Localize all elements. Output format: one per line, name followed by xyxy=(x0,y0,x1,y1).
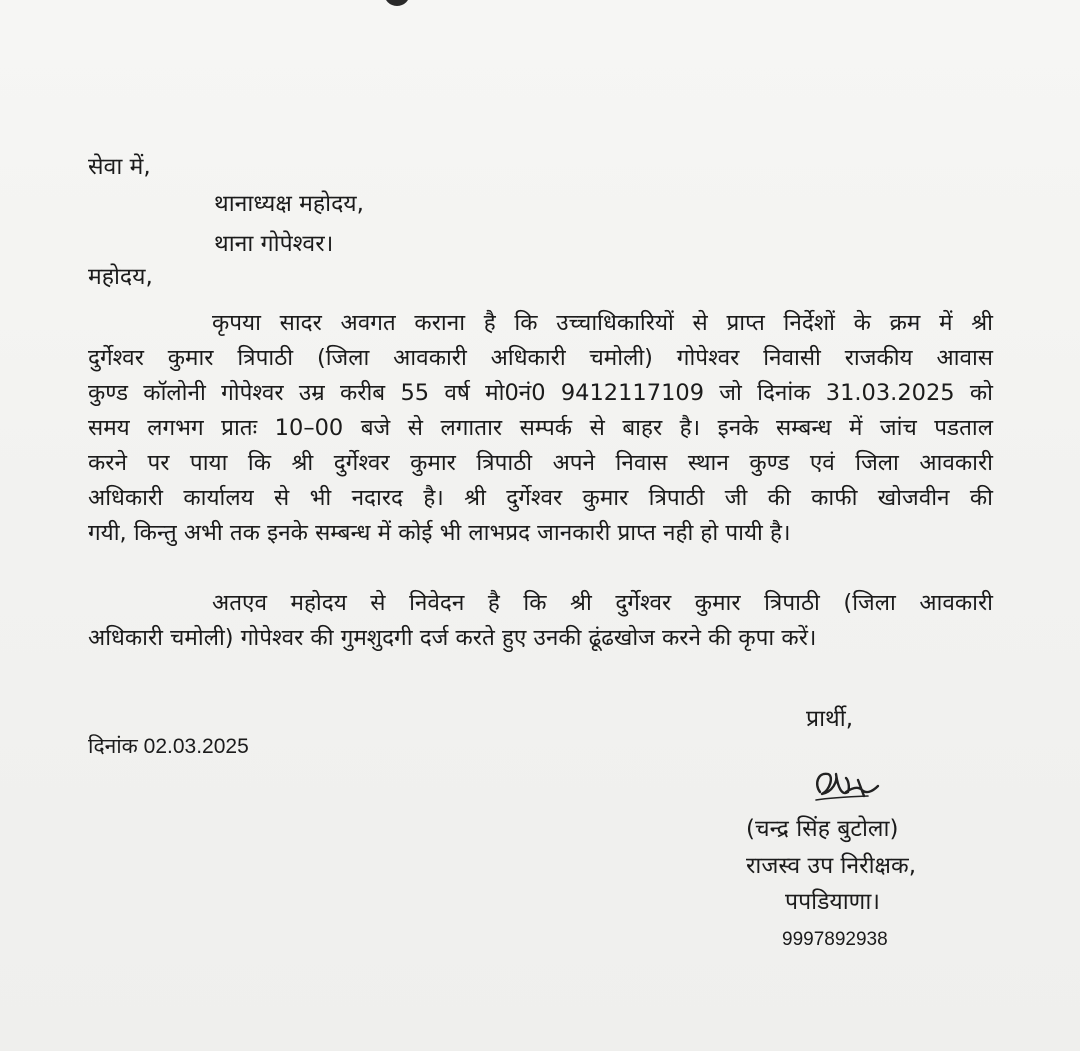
paragraph-line: कृपया सादर अवगत कराना है कि उच्चाधिकारियों से प्राप्त निर्देशों के क्रम में श्री xyxy=(212,310,993,336)
paragraph-line: गयी, किन्तु अभी तक इनके सम्बन्ध में कोई भी लाभप्रद जानकारी प्राप्त नही हो पायी है। xyxy=(88,520,791,546)
sender-name: (चन्द्र सिंह बुटोला) xyxy=(746,816,899,842)
sender-phone: 9997892938 xyxy=(782,929,888,950)
paragraph-line: दुर्गेश्वर कुमार त्रिपाठी (जिला आवकारी अधिकारी चमोली) गोपेश्वर निवासी राजकीय आवास xyxy=(88,345,993,371)
paragraph-line: अधिकारी चमोली) गोपेश्वर की गुमशुदगी दर्ज करते हुए उनकी ढूंढखोज करने की कृपा करें। xyxy=(88,625,817,651)
greeting: महोदय, xyxy=(88,264,153,290)
paragraph-line: अधिकारी कार्यालय से भी नदारद है। श्री दुर्गेश्वर कुमार त्रिपाठी जी की काफी खोजवीन की xyxy=(88,485,993,511)
letter-date: दिनांक 02.03.2025 xyxy=(88,735,249,758)
sender-place: पपडियाणा। xyxy=(785,889,880,915)
body-paragraph-1 xyxy=(88,306,993,551)
closing-word: प्रार्थी, xyxy=(806,706,854,732)
recipient-line-2: थाना गोपेश्वर। xyxy=(214,231,334,257)
body-paragraph-2 xyxy=(88,586,993,656)
recipient-line-1: थानाध्यक्ष महोदय, xyxy=(214,191,364,217)
handwritten-signature xyxy=(808,762,888,810)
sender-designation: राजस्व उप निरीक्षक, xyxy=(746,853,917,879)
paragraph-line: कुण्ड कॉलोनी गोपेश्वर उम्र करीब 55 वर्ष मो0नं0 9412117109 जो दिनांक 31.03.2025 को xyxy=(88,380,993,406)
top-edge-mark xyxy=(384,0,410,6)
paragraph-line: करने पर पाया कि श्री दुर्गेश्वर कुमार त्रिपाठी अपने निवास स्थान कुण्ड एवं जिला आवकारी xyxy=(88,450,993,476)
paragraph-line: समय लगभग प्रातः 10–00 बजे से लगातार सम्पर्क से बाहर है। इनके सम्बन्ध में जांच पडताल xyxy=(88,415,993,441)
paragraph-line: अतएव महोदय से निवेदन है कि श्री दुर्गेश्वर कुमार त्रिपाठी (जिला आवकारी xyxy=(212,590,993,616)
salutation: सेवा में, xyxy=(88,154,151,180)
